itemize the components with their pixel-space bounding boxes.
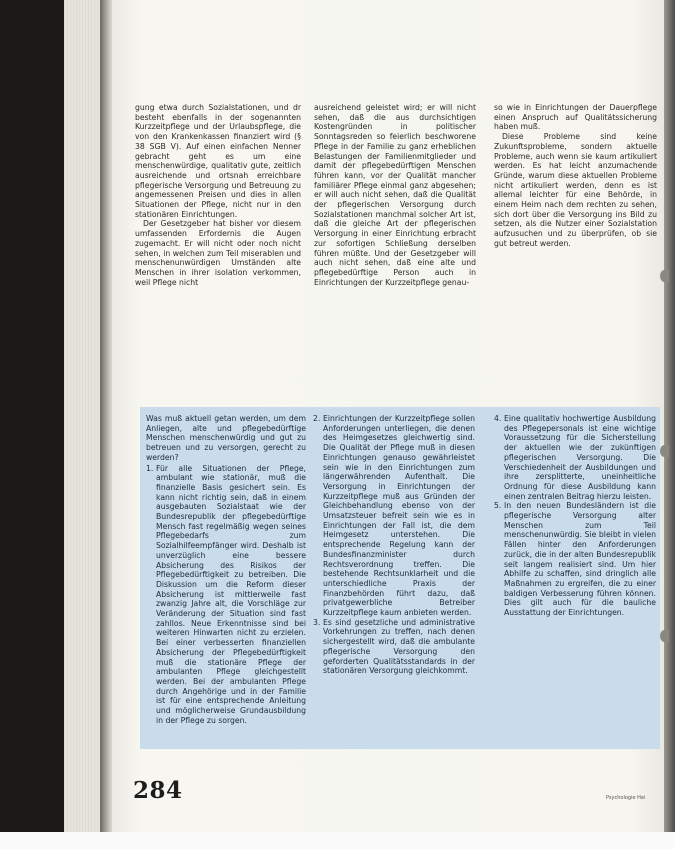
book-page-edges: [64, 0, 104, 849]
binding-clip-icon: [660, 445, 669, 457]
list-text: Für alle Situationen der Pflege, ambulant wie stationär, muß die finanzielle Basis gesichert sein. Es kann nicht richtig sein, daß in einem ausgebauten Sozialstaat wie der Bundesrepublik der pflegebedürftige Mensch fast regelmäßig wegen seines Pflegebedarfs zum Sozialhilfeempfänger wird. Deshalb ist unverzüglich eine bessere Absicherung des Risikos der Pflegebedürftigkeit zu betreiben. Die Diskussion um die Reform dieser Absicherung ist mittlerweile fast zwanzig Jahre alt, die Vorschläge zur Veränderung der Situation sind fast zahllos. Neue Erkenntnisse sind bei weiteren Hinwarten nicht zu erzielen. Bei einer verbesserten finanziellen Absicherung der Pflegebedürftigkeit muß die stationäre Pflege der ambulanten Pflege gleichgestellt werden. Bei der ambulanten Pflege durch Angehörige und in der Familie ist für eine entsprechende Anleitung und möglicherweise Grundausbildung in der Pflege zu sorgen.: [156, 463, 306, 725]
binding-clip-icon: [660, 630, 669, 642]
text-column-1: [135, 103, 301, 287]
page-number: 284: [133, 777, 183, 804]
binding-clip-icon: [660, 270, 669, 282]
list-item: [146, 464, 306, 726]
list-item: [494, 501, 656, 617]
box-column-2: [313, 414, 475, 676]
list-text: Es sind gesetzliche und administrative Vorkehrungen zu treffen, nach denen sichergestellt wird, daß die ambulante pflegerische Versorgung den geforderten Qualitätsstandards in der stationären Versorgung gleichkommt.: [323, 617, 475, 676]
list-text: Eine qualitativ hochwertige Ausbildung des Pflegepersonals ist eine wichtige Voraussetzung für die Sicherstellung der aktuellen wie der zukünftigen pflegerischen Versorgung. Die Verschiedenheit der Ausbildungen und ihre zersplitterte, uneinheitliche Ordnung für diese Ausbildung kann einen zentralen Beitrag hierzu leisten.: [504, 414, 656, 501]
text-column-3: [494, 103, 657, 249]
paragraph: ausreichend geleistet wird; er will nicht sehen, daß die aus durchsichtigen Kostengründen in politischer Sonntagsreden so feierlich beschworene Pflege in der Familie zu ganz erheblichen Belastungen der Familienmitglieder und damit der pflegebedürftigen Menschen führen kann, vor der Qualität mancher familiärer Pflege einmal ganz abgesehen; er will auch nicht sehen, daß die Qualität der pflegerischen Versorgung durch Sozialstationen manchmal solcher Art ist, daß die gleiche Art der pflegerischen Versorgung in einer Einrichtung erbracht zur sofortigen Schließung derselben führen müßte. Und der Gesetzgeber will auch nicht sehen, daß eine alte und pflegebedürftige Person auch in Einrichtungen der Kurzzeitpflege genau-: [314, 103, 476, 287]
scan-bottom-margin: [0, 832, 675, 849]
list-item: [313, 414, 475, 618]
paragraph: Diese Probleme sind keine Zukunftsprobleme, sondern aktuelle Probleme, auch wenn sie kaum artikuliert werden. Es hat leicht anzumachende Gründe, warum diese aktuellen Probleme nicht artikuliert werden, denn es ist allemal leichter für eine Behörde, in einem Heim nach dem rechten zu sehen, sich dort über die Versorgung ins Bild zu setzen, als die Nutzer einer Sozialstation aufzusuchen und zu überprüfen, ob sie gut betreut werden.: [494, 132, 657, 248]
box-column-1: [146, 414, 306, 726]
list-item: [313, 618, 475, 676]
paragraph: gung etwa durch Sozialstationen, und dr besteht ebenfalls in der sogenannten Kurzzeitpflege und der Urlaubspflege, die von den Krankenkassen finanziert wird (§ 38 SGB V). Auf einen einfachen Nenner gebracht geht es um eine menschenwürdige, qualitativ gute, zeitlich ausreichende und ortsnah erreichbare pflegerische Versorgung und Betreuung zu angemessenen Preisen und dies in allen Situationen der Pflege, nicht nur in den stationären Einrichtungen.: [135, 103, 301, 219]
paragraph: so wie in Einrichtungen der Dauerpflege einen Anspruch auf Qualitätssicherung haben muß.: [494, 103, 657, 132]
box-column-3: [494, 414, 656, 618]
right-page-shadow: [664, 0, 675, 849]
list-number: 1.: [146, 463, 154, 473]
running-footer: Psychologie Hei: [606, 795, 646, 801]
box-intro: Was muß aktuell getan werden, um dem Anliegen, alte und pflegebedürftige Menschen menschenwürdig und gut zu betreuen und zu versorgen, gerecht zu werden?: [146, 414, 306, 462]
list-item: [494, 414, 656, 501]
list-number: 2.: [313, 414, 321, 423]
text-column-2: [314, 103, 476, 287]
list-number: 5.: [494, 501, 502, 511]
scanner-background: [0, 0, 64, 849]
list-text: In den neuen Bundesländern ist die pflegerische Versorgung alter Menschen zum Teil menschenunwürdig. Sie bleibt in vielen Fällen hinter den Anforderungen zurück, die in der alten Bundesrepublik seit langem realisiert sind. Um hier Abhilfe zu schaffen, sind dringlich alle Maßnahmen zu ergreifen, die zu einer baldigen Verbesserung führen können. Dies gilt auch für die bauliche Ausstattung der Einrichtungen.: [504, 501, 656, 618]
list-number: 3.: [313, 617, 321, 627]
list-number: 4.: [494, 414, 502, 423]
paragraph: Der Gesetzgeber hat bisher vor diesem umfassenden Erfordernis die Augen zugemacht. Er will nicht oder noch nicht sehen, in welchen zum Teil miserablen und menschenunwürdigen Umständen alte Menschen in ihrer isolation verkommen, weil Pflege nicht: [135, 219, 301, 287]
list-text: Einrichtungen der Kurzzeitpflege sollen Anforderungen unterliegen, die denen des Heimgesetzes gleichwertig sind. Die Qualität der Pflege muß in diesen Einrichtungen genauso gewährleistet sein wie in den Einrichtungen zum längerwährenden Aufenthalt. Die Versorgung in Einrichtungen der Kurzzeitpflege muß aus Gründen der Gleichbehandlung ebenso von der Umsatzsteuer befreit sein wie es in Einrichtungen der Fall ist, die dem Heimgesetz unterstehen. Die entsprechende Regelung kann der Bundesfinanzminister durch Rechtsverordnung treffen. Die bestehende Rechtsunklarheit und die unterschiedliche Praxis der Finanzbehörden führt dazu, daß privatgewerbliche Betreiber Kurzzeitpflege kaum anbieten werden.: [323, 414, 475, 618]
